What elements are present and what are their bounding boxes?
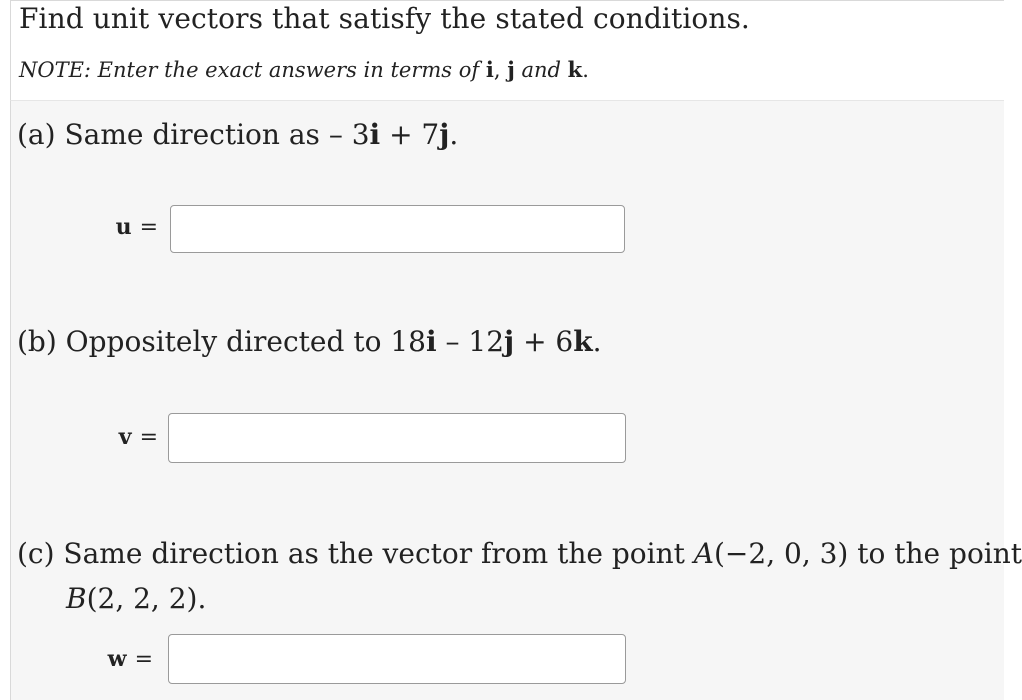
note-k: k bbox=[567, 57, 583, 82]
answer-w-input[interactable] bbox=[168, 634, 626, 684]
point-a-coords: (−2, 0, 3) bbox=[714, 537, 849, 570]
equals-sign: = bbox=[139, 425, 158, 450]
part-c-text: (c) Same direction as the vector from the point bbox=[17, 537, 694, 570]
note-j: j bbox=[507, 57, 515, 82]
part-a-prompt bbox=[17, 118, 458, 151]
answer-w-label bbox=[93, 646, 153, 672]
part-a-mid: + 7 bbox=[380, 118, 440, 151]
answer-v-label bbox=[98, 424, 158, 450]
var-v: v bbox=[118, 424, 132, 450]
part-a-i: i bbox=[369, 118, 381, 151]
point-b-name: B bbox=[66, 582, 87, 615]
part-b-i: i bbox=[425, 325, 437, 358]
point-b-coords: (2, 2, 2) bbox=[86, 582, 198, 615]
part-c-prompt-continued bbox=[66, 582, 206, 615]
var-w: w bbox=[107, 646, 127, 672]
note-sep: , bbox=[493, 58, 508, 82]
part-b-mid1: – 12 bbox=[436, 325, 505, 358]
answer-v-input[interactable] bbox=[168, 413, 626, 463]
answer-u-label bbox=[98, 214, 158, 240]
part-c-end: . bbox=[197, 582, 207, 615]
note-and: and bbox=[514, 58, 568, 82]
part-a-end: . bbox=[449, 118, 459, 151]
answer-format-note bbox=[19, 57, 589, 82]
answer-u-input[interactable] bbox=[170, 205, 625, 253]
part-b-j: j bbox=[504, 325, 515, 358]
part-c-prompt bbox=[17, 537, 1022, 570]
note-i: i bbox=[485, 57, 494, 82]
part-b-end: . bbox=[592, 325, 602, 358]
note-period: . bbox=[582, 58, 589, 82]
equals-sign: = bbox=[134, 647, 153, 672]
var-u: u bbox=[115, 214, 132, 240]
part-b-k: k bbox=[573, 325, 593, 358]
part-a-j: j bbox=[439, 118, 450, 151]
part-c-suffix: to the point bbox=[848, 537, 1022, 570]
part-b-mid2: + 6 bbox=[514, 325, 574, 358]
note-prefix: NOTE: Enter the exact answers in terms of bbox=[19, 58, 486, 82]
point-a-name: A bbox=[693, 537, 714, 570]
part-b-text: (b) Oppositely directed to 18 bbox=[17, 325, 426, 358]
equals-sign: = bbox=[139, 215, 158, 240]
question-heading: Find unit vectors that satisfy the stated conditions. bbox=[19, 2, 750, 35]
part-b-prompt bbox=[17, 325, 602, 358]
part-a-text: (a) Same direction as – 3 bbox=[17, 118, 370, 151]
